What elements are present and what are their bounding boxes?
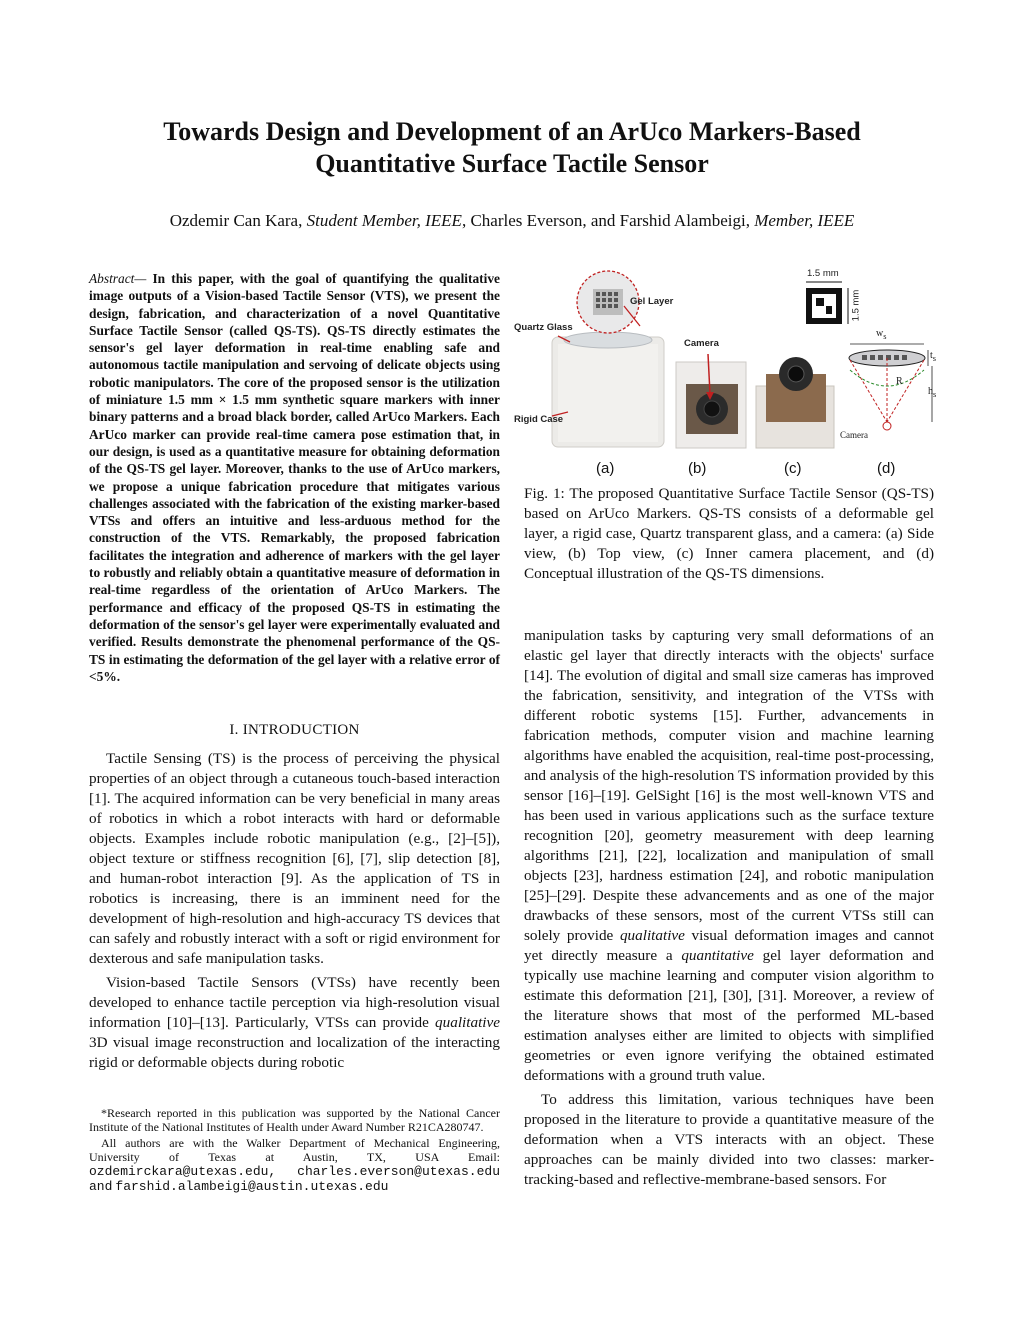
label-hs-text: h (928, 386, 933, 397)
title-line-1: Towards Design and Development of an ArUco Markers-Based (163, 117, 861, 146)
right-p1-part-a: manipulation tasks by capturing very small deformations of an elastic gel layer that directly interacts with the objects' surface [14]. The evolution of digital and small size cameras has improved the fabrication, sensitivity, and integration of the VTSs with different robotic systems [15]. Further, advancements in fabrication methods, computer vision and machine learning algorithms have enabled the acquisition, real-time post-processing, and analysis of the high-resolution TS information provided by this sensor [16]–[19]. GelSight [16] is the most well-known VTS and has been used in various applications such as the surface texture recognition [20], geometry measurement with deep learning algorithms [21], [22], localization and manipulation of small objects [23], hardness estimation [24], and robotic manipulation [25]–[29]. Despite these advancements and as one of the major drawbacks of these sensors, most of the current VTSs still can solely provide (524, 627, 934, 944)
footnote-funding: *Research reported in this publication was supported by the National Cancer Institute of the National Institutes of Health under Award Number R21CA280747. (89, 1106, 500, 1134)
label-ws-sub: s (883, 332, 887, 341)
label-dim-side: 1.5 mm (850, 289, 862, 322)
intro-paragraph-1: Tactile Sensing (TS) is the process of perceiving the physical properties of an object through a cutaneous touch-based interaction [1]. The acquired information can be very beneficial in many areas of robotics in which a robot interacts with hard or deformable objects. Examples include robotic manipulation (e.g., [2]–[5]), object texture or stiffness recognition [6], [7], slip detection [8], and human-robot interaction [9]. As the application of TS in robotics is increasing, there is an imminent need for the development of high-resolution and high-accuracy TS devices that can safely and robustly interact with a soft or rigid environment for dexterous and safe manipulation tasks. (89, 750, 500, 967)
label-dim-top: 1.5 mm (807, 268, 839, 279)
intro-p2-part-b: 3D visual image reconstruction and localization of the interacting rigid or deformable objects during robotic (89, 1034, 500, 1071)
introduction-body (89, 749, 500, 1077)
abstract-text: In this paper, with the goal of quantifying the qualitative image outputs of a Vision-based Tactile Sensor (VTS), we present the design, fabrication, and characterization of a novel Quantitative Surface Tactile Sensor (called QS-TS). QS-TS directly estimates the sensor's gel layer deformation in real-time enabling safe and autonomous tactile manipulation and servoing of delicate objects using robotic manipulators. The core of the proposed sensor is the utilization of miniature 1.5 mm × 1.5 mm synthetic square markers with inner binary patterns and a broad black border, called ArUco Markers. Each ArUco marker can provide real-time camera pose estimation that, in our design, is used as a quantitative measure for obtaining deformation of the QS-TS gel layer. Moreover, thanks to the use of ArUco markers, we propose a unique fabrication procedure that mitigates various challenges associated with the fabrication of the existing marker-based VTSs and offers an intuitive and less-arduous method for the construction of the VTS. Remarkably, the proposed fabrication facilitates the integration and adherence of markers with the gel layer to robustly and reliably obtain a quantitative measure of deformation in real-time regardless of the orientation of ArUco Markers. The performance and efficacy of the proposed QS-TS in estimating the deformation of the sensor's gel layer were experimentally evaluated and verified. Results demonstrate the phenomenal performance of the QS-TS in estimating the deformation of the gel layer with a relative error of <5%. (89, 271, 500, 684)
author-line (60, 210, 964, 232)
author-1: Ozdemir Can Kara, (169, 211, 303, 230)
photo-inner-camera (756, 357, 834, 448)
sublabel-c: (c) (784, 460, 802, 477)
label-ts-text: t (930, 350, 933, 361)
label-hs-sub: s (933, 390, 937, 399)
sublabel-d: (d) (877, 460, 896, 477)
right-paragraph-2: To address this limitation, various techniques have been proposed in the literature to provide a quantitative measure of the deformation when a VTS interacts with an object. These approaches can be mainly divided into two classes: marker-tracking-based and reflective-membrane-based sensors. For (524, 1091, 934, 1188)
right-paragraph-1 (524, 626, 934, 1086)
figure-1 (512, 262, 940, 482)
label-quartz-glass: Quartz Glass (514, 322, 573, 333)
label-r: R (896, 376, 903, 387)
intro-p2-part-a: Vision-based Tactile Sensors (VTSs) have recently been developed to enhance tactile perception via high-resolution visual information [10]–[13]. Particularly, VTSs can provide (89, 974, 500, 1031)
label-hs (928, 386, 936, 399)
photo-top-view (676, 354, 746, 448)
footnote-affiliation-text: All authors are with the Walker Department of Mechanical Engineering, University of Texas at Austin, TX, USA Email: (89, 1136, 500, 1164)
label-ws (876, 328, 886, 341)
label-gel-layer: Gel Layer (630, 296, 674, 307)
sublabel-a: (a) (596, 460, 615, 477)
intro-paragraph-2 (89, 973, 500, 1073)
label-rigid-case: Rigid Case (514, 414, 564, 425)
sublabel-b: (b) (688, 460, 707, 477)
right-p1-part-b: visual deformation images and cannot yet directly measure a (524, 927, 934, 964)
abstract-lead: Abstract— (89, 271, 147, 286)
right-p1-emphasis-1: qualitative (619, 927, 685, 944)
email-3[interactable]: farshid.alambeigi@austin.utexas.edu (115, 1179, 389, 1194)
label-ts (930, 350, 936, 363)
right-p1-emphasis-2: quantitative (681, 947, 754, 964)
right-p1-part-c: gel layer deformation and typically use machine learning and computer vision algorithm to estimate this deformation [21], [30], [31]. Moreover, a review of the literature shows that most of the performed ML-based estimation analyses either are limited to objects with simplified geometries or even ignore verifying the obtained estimated deformations with a ground truth value. (524, 947, 934, 1084)
label-ws-text: w (876, 328, 884, 339)
label-camera: Camera (684, 338, 719, 349)
abstract (89, 270, 500, 685)
figure-1-graphic (512, 262, 940, 482)
intro-p2-emphasis: qualitative (435, 1014, 500, 1031)
email-1[interactable]: ozdemirckara@utexas.edu, (89, 1164, 277, 1179)
label-camera-small: Camera (840, 430, 868, 440)
right-column-body (524, 626, 934, 1194)
label-ts-sub: s (932, 354, 937, 363)
footnote-affiliation (89, 1136, 500, 1194)
paper-title (80, 116, 944, 180)
author-3-role: Member, IEEE (754, 211, 855, 230)
email-2[interactable]: charles.everson@utexas.edu and (89, 1164, 500, 1194)
author-2-3: , Charles Everson, and Farshid Alambeigi, (461, 211, 750, 230)
author-1-role: Student Member, IEEE (306, 211, 462, 230)
section-heading-introduction: I. INTRODUCTION (229, 722, 360, 738)
footnote (89, 1106, 500, 1196)
title-line-2: Quantitative Surface Tactile Sensor (315, 149, 709, 178)
figure-1-caption: Fig. 1: The proposed Quantitative Surface Tactile Sensor (QS-TS) based on ArUco Markers. QS-TS consists of a deformable gel layer, a rigid case, Quartz transparent glass, and a camera: (a) Side view, (b) Top view, (c) Inner camera placement, and (d) Conceptual illustration of the QS-TS dimensions. (524, 485, 934, 582)
